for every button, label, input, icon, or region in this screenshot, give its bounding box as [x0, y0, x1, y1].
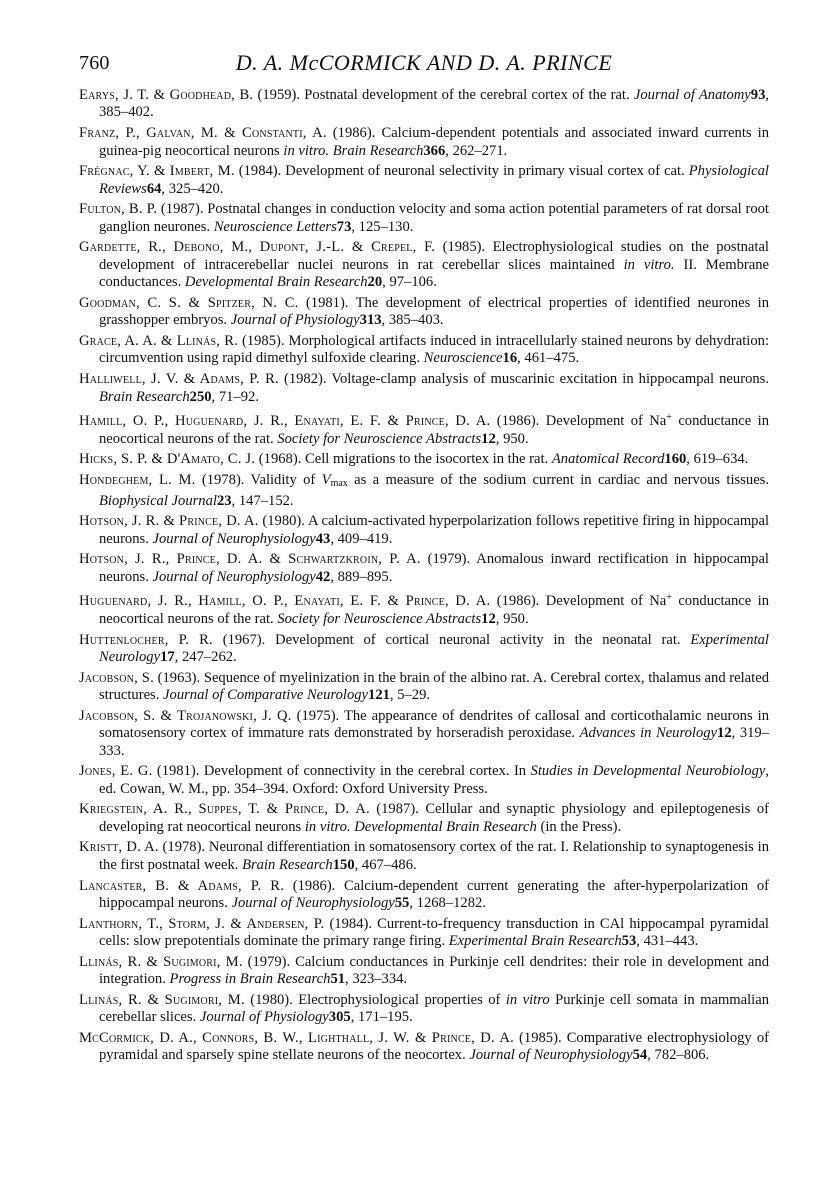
reference-text: (1986). Development of Na [490, 413, 667, 430]
reference-authors: Llinás, R. & Sugimori, M. [79, 953, 243, 970]
reference-authors: Jacobson, S. [79, 669, 154, 686]
running-head: D. A. McCORMICK AND D. A. PRINCE [235, 50, 613, 75]
reference-italic: in vitro. [283, 142, 330, 159]
reference-journal: Journal of Physiology [230, 312, 360, 329]
reference-volume: 12 [481, 610, 496, 627]
reference-text-cont: , ed. Cowan, W. M., pp. 354–394. Oxford: Oxford University Press. [99, 763, 770, 797]
reference-volume: 16 [502, 350, 518, 367]
reference-text: (1985). Morphological artifacts induced in intracellularly stained neurons by dehydration: circumvention using rapid dimethyl sulfoxide clearing. [99, 333, 769, 367]
reference-entry [79, 670, 769, 705]
reference-journal: Developmental Brain Research [184, 274, 368, 291]
reference-volume: 93 [750, 87, 766, 103]
reference-text: (1978). Neuronal differentiation in somatosensory cortex of the rat. I. Relationship to synaptogenesis in the first postnatal week. [99, 839, 769, 873]
reference-italic: in vitro [505, 991, 550, 1008]
reference-entry [79, 333, 769, 368]
reference-entry [79, 992, 769, 1027]
reference-pages: , 950. [495, 430, 529, 447]
reference-authors: Franz, P., Galvan, M. & Constanti, A. [79, 125, 327, 142]
reference-entry [79, 954, 769, 989]
reference-pages: , 319–333. [99, 725, 770, 759]
reference-volume: 51 [330, 971, 346, 988]
reference-authors: Jones, E. G. [79, 763, 153, 780]
reference-text: (1987). Cellular and synaptic physiology and epileptogenesis of developing rat neocortical neurons [99, 801, 769, 835]
reference-authors: Hotson, J. R. & Prince, D. A. [79, 513, 259, 530]
reference-text: (1967). Development of cortical neuronal activity in the neonatal rat. [212, 631, 691, 648]
reference-pages: , 5–29. [389, 687, 431, 704]
reference-authors: Hondeghem, L. M. [79, 472, 196, 489]
reference-pages: , 431–443. [636, 933, 699, 950]
reference-journal: Society for Neuroscience Abstracts [277, 430, 482, 447]
reference-journal: Brain Research [242, 856, 333, 873]
reference-journal: Journal of Anatomy [633, 87, 751, 103]
reference-entry [79, 451, 769, 468]
reference-text: (1986). Calcium-dependent current generating the after-hyperpolarization of hippocampal neurons. [99, 877, 770, 911]
reference-volume: 12 [717, 725, 732, 742]
reference-authors: Jacobson, S. & Trojanowski, J. Q. [79, 707, 292, 724]
reference-authors: Lancaster, B. & Adams, P. R. [79, 877, 285, 894]
reference-entry [79, 201, 769, 236]
reference-text: (1978). Validity of [195, 472, 322, 489]
reference-authors: Earys, J. T. & Goodhead, B. [79, 87, 254, 103]
reference-volume: 53 [621, 933, 637, 950]
reference-entry [79, 878, 769, 913]
reference-volume: 73 [336, 218, 352, 235]
reference-authors: Grace, A. A. & Llinás, R. [79, 333, 239, 350]
reference-journal: Journal of Neurophysiology [152, 568, 316, 585]
reference-authors: Frégnac, Y. & Imbert, M. [79, 163, 235, 180]
reference-journal: Experimental Brain Research [448, 933, 622, 950]
reference-entry [79, 801, 769, 836]
reference-journal: Physiological Reviews [99, 163, 769, 197]
reference-entry [79, 551, 769, 586]
reference-pages: , 1268–1282. [409, 895, 486, 911]
reference-journal: Developmental Brain Research [354, 818, 537, 835]
reference-journal: Society for Neuroscience Abstracts [277, 610, 482, 627]
reference-text: (1980). Electrophysiological properties of [244, 991, 506, 1008]
reference-text: (1982). Voltage-clamp analysis of muscarinic excitation in hippocampal neurons. [278, 371, 769, 388]
reference-entry [79, 409, 769, 448]
reference-entry [79, 239, 769, 291]
reference-volume: 64 [146, 180, 162, 197]
reference-authors: Kristt, D. A. [79, 839, 159, 856]
reference-entry [79, 87, 769, 122]
reference-volume: 250 [189, 388, 212, 405]
reference-journal: Progress in Brain Research [169, 971, 331, 988]
reference-text-cont: as a measure of the sodium current in cardiac and nervous tissues. [347, 472, 770, 489]
reference-text: (1981). The development of electrical properties of identified neurones in grasshopper embryos. [99, 294, 770, 329]
reference-pages: , 325–420. [161, 180, 224, 197]
reference-journal: Brain Research [332, 142, 424, 159]
reference-authors: Fulton, B. P. [79, 201, 158, 218]
reference-entry [79, 371, 769, 406]
reference-journal: Journal of Neurophysiology [152, 530, 316, 547]
reference-text-cont: Purkinje cell somata in mammalian cerebellar slices. [99, 991, 770, 1026]
reference-entry [79, 472, 769, 510]
reference-entry [79, 632, 769, 667]
reference-entry [79, 125, 769, 160]
reference-superscript: + [666, 592, 672, 604]
reference-text: (1975). The appearance of dendrites of callosal and corticothalamic neurons in somatosensory cortex of immature rats demonstrated by horseradish peroxidase. [99, 707, 770, 742]
reference-text: (1963). Sequence of myelinization in the brain of the albino rat. A. Cerebral cortex, thalamus and related structures. [99, 669, 769, 704]
reference-pages: , 409–419. [330, 530, 393, 547]
reference-authors: McCormick, D. A., Connors, B. W., Lighthall, J. W. & Prince, D. A. [79, 1030, 514, 1047]
reference-superscript: + [666, 412, 672, 424]
reference-volume: 23 [216, 492, 232, 509]
reference-text: (1986). Development of Na [490, 593, 667, 610]
reference-text: (1959). Postnatal development of the cerebral cortex of the rat. [253, 87, 634, 103]
reference-pages: (in the Press). [536, 818, 622, 835]
reference-pages: , 782–806. [647, 1047, 710, 1064]
reference-volume: 54 [632, 1047, 648, 1064]
reference-pages: , 385–402. [99, 87, 770, 121]
reference-pages: , 71–92. [211, 388, 259, 405]
reference-volume: 17 [160, 648, 175, 665]
reference-pages: , 889–895. [330, 568, 393, 585]
reference-entry [79, 839, 769, 874]
reference-entry [79, 708, 769, 760]
reference-volume: 12 [481, 430, 496, 447]
reference-journal: Brain Research [99, 388, 190, 405]
reference-authors: Hicks, S. P. & D'Amato, C. J. [79, 451, 256, 468]
reference-authors: Goodman, C. S. & Spitzer, N. C. [79, 294, 299, 311]
reference-authors: Huttenlocher, P. R. [79, 631, 213, 648]
reference-authors: Hamill, O. P., Huguenard, J. R., Enayati, E. F. & Prince, D. A. [79, 413, 491, 430]
reference-list [79, 87, 769, 1068]
reference-text: (1979). Anomalous inward rectification in hippocampal neurons. [99, 551, 769, 585]
reference-pages: , 323–334. [345, 971, 408, 988]
reference-text: (1979). Calcium conductances in Purkinje cell dendrites: their role in development and integration. [99, 953, 769, 988]
reference-pages: , 171–195. [350, 1009, 413, 1026]
reference-pages: , 247–262. [174, 648, 237, 665]
reference-pages: , 619–634. [686, 451, 749, 468]
reference-subscript: max [330, 478, 348, 490]
reference-volume: 43 [315, 530, 331, 547]
reference-pages: , 461–475. [517, 350, 580, 367]
reference-italic: in vitro. [304, 818, 351, 835]
reference-entry [79, 1030, 769, 1065]
reference-text: (1968). Cell migrations to the isocortex in the rat. [255, 451, 552, 468]
reference-pages: , 385–403. [381, 312, 444, 329]
reference-pages: , 97–106. [382, 274, 437, 291]
reference-journal: Journal of Comparative Neurology [163, 687, 369, 704]
reference-journal: Neuroscience [423, 350, 503, 367]
reference-authors: Halliwell, J. V. & Adams, P. R. [79, 371, 279, 388]
reference-text-cont: conductance in neocortical neurons of the rat. [99, 593, 769, 627]
reference-volume: 150 [332, 856, 355, 873]
reference-entry [79, 763, 769, 798]
page-number: 760 [79, 52, 110, 74]
reference-entry [79, 589, 769, 628]
reference-text-cont: conductance in neocortical neurons of the rat. [99, 413, 769, 447]
reference-authors: Hotson, J. R., Prince, D. A. & Schwartzkroin, P. A. [79, 551, 421, 568]
reference-italic: Studies in Developmental Neurobiology [530, 763, 766, 780]
reference-text: (1984). Current-to-frequency transduction in CAl hippocampal pyramidal cells: slow prepotentials dominate the primary range firing. [99, 915, 769, 950]
reference-journal: Neuroscience Letters [213, 218, 337, 235]
reference-pages: , 950. [495, 610, 529, 627]
reference-text: (1985). Comparative electrophysiology of pyramidal and sparsely spine stellate neurons of the neocortex. [99, 1030, 769, 1064]
reference-italic: V [321, 472, 331, 489]
reference-volume: 305 [328, 1009, 351, 1026]
reference-text: (1984). Development of neuronal selectivity in primary visual cortex of cat. [234, 163, 689, 180]
reference-italic: in vitro. [623, 256, 675, 273]
reference-authors: Llinás, R. & Sugimori, M. [79, 991, 245, 1008]
reference-text: (1986). Calcium-dependent potentials and associated inward currents in guinea-pig neocortical neurons [99, 125, 770, 159]
reference-volume: 160 [664, 451, 687, 468]
reference-volume: 121 [368, 687, 390, 704]
reference-volume: 366 [423, 142, 446, 159]
reference-authors: Gardette, R., Debono, M., Dupont, J.-L. & Crepel, F. [79, 239, 436, 256]
reference-entry [79, 295, 769, 330]
reference-volume: 313 [359, 312, 382, 329]
reference-journal: Anatomical Record [551, 451, 665, 468]
reference-pages: , 467–486. [354, 856, 417, 873]
reference-journal: Journal of Physiology [199, 1009, 329, 1026]
page-header [79, 50, 769, 84]
reference-volume: 42 [315, 568, 331, 585]
reference-text: (1985). Electrophysiological studies on the postnatal development of intracerebellar nuclei neurons in rat cerebellar slices maintained [99, 239, 769, 273]
reference-pages: , 262–271. [445, 142, 508, 159]
reference-journal: Biophysical Journal [99, 492, 217, 509]
reference-volume: 20 [367, 274, 383, 291]
reference-authors: Huguenard, J. R., Hamill, O. P., Enayati, E. F. & Prince, D. A. [79, 593, 491, 610]
reference-authors: Kriegstein, A. R., Suppes, T. & Prince, D. A. [79, 801, 370, 818]
reference-entry [79, 513, 769, 548]
reference-text-cont: II. Membrane conductances. [99, 256, 769, 291]
reference-entry [79, 916, 769, 951]
reference-authors: Lanthorn, T., Storm, J. & Andersen, P. [79, 915, 325, 932]
reference-journal: Experimental Neurology [99, 631, 769, 665]
reference-text: (1980). A calcium-activated hyperpolarization follows repetitive firing in hippocampal neurons. [99, 513, 770, 547]
reference-text: (1981). Development of connectivity in the cerebral cortex. In [152, 763, 531, 780]
reference-entry [79, 163, 769, 198]
reference-journal: Journal of Neurophysiology [231, 895, 395, 911]
reference-journal: Advances in Neurology [579, 725, 718, 742]
reference-pages: , 147–152. [231, 492, 294, 509]
reference-volume: 55 [394, 895, 410, 911]
reference-pages: , 125–130. [351, 218, 414, 235]
reference-journal: Journal of Neurophysiology [469, 1047, 633, 1064]
reference-text: (1987). Postnatal changes in conduction velocity and soma action potential parameters of rat dorsal root ganglion neurones. [99, 201, 769, 235]
